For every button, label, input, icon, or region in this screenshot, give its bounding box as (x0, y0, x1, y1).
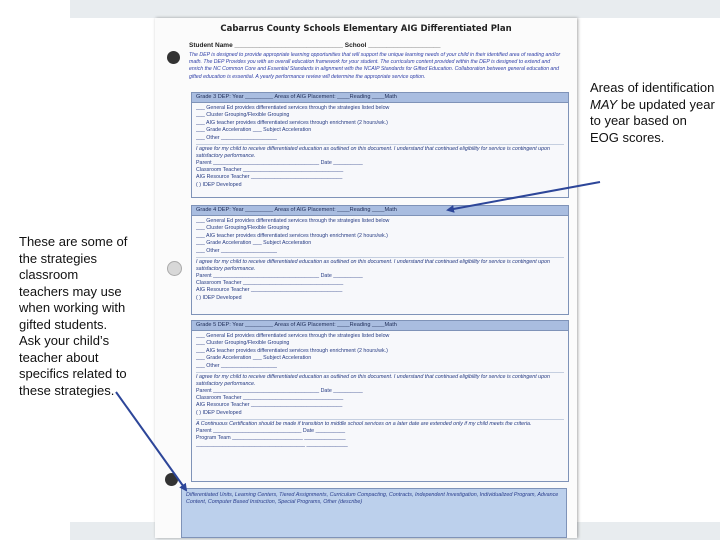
continuation-program-team: Program Team ________________________ ______________ (196, 435, 346, 442)
continuation-note: A Continuous Certification should be made if transition to middle school services on a later date are extended only if my child meets the criteria. (196, 419, 564, 428)
grade-5-header: Grade 5 DEP: Year _________ Areas of AIG Placement: ____Reading ____Math (192, 321, 568, 331)
left-annotation: These are some of the strategies classroom teachers may use when working with gifted students. Ask your child’s teacher about specifics related to these strategies. (19, 234, 128, 398)
intro-paragraph: The DEP is designed to provide appropriate learning opportunities that will support the unique learning needs of your child in their identified area of reading and/or math. The DEP Provides you with an overall education framework for your student. The curriculum content provided within the DEP is designed to extend and enrich the NC Common Core and Essential Standards in alignment with the NCAIP Standards for Gifted Education. Collaboration between general education and gifted education is essential. A yearly performance review will determine the appropriate service option. (189, 52, 561, 80)
arrow-to-placement-areas (448, 182, 600, 210)
right-annotation-prefix: Areas of identification (590, 80, 715, 95)
option-acceleration: ___ Grade Acceleration ___ Subject Acceleration (196, 355, 312, 362)
option-other: ___ Other ___________________ (196, 134, 277, 141)
option-acceleration: ___ Grade Acceleration ___ Subject Acceleration (196, 127, 312, 134)
idep-developed: ( ) IDEP Developed (196, 181, 242, 188)
signature-parent: Parent ____________________________________ Date __________ (196, 160, 363, 167)
signature-classroom-teacher: Classroom Teacher __________________________________ (196, 167, 344, 174)
signature-classroom-teacher: Classroom Teacher __________________________________ (196, 395, 344, 402)
option-other: ___ Other ___________________ (196, 247, 277, 254)
idep-developed: ( ) IDEP Developed (196, 409, 242, 416)
signature-parent: Parent ____________________________________ Date __________ (196, 273, 363, 280)
option-aig-teacher: ___ AIG teacher provides differentiated services through enrichment (2 hours/wk.) (196, 119, 388, 126)
option-cluster-grouping: ___ Cluster Grouping/Flexible Grouping (196, 340, 290, 347)
agreement-text: I agree for my child to receive differentiated education as outlined on this document. I understand that continued eligibility for service is contingent upon satisfactory performance. (196, 372, 564, 388)
option-aig-teacher: ___ AIG teacher provides differentiated services through enrichment (2 hours/wk.) (196, 232, 388, 239)
agreement-text: I agree for my child to receive differentiated education as outlined on this document. I understand that continued eligibility for service is contingent upon satisfactory performance. (196, 144, 564, 160)
arrow-to-strategies-box (116, 392, 186, 490)
agreement-text: I agree for my child to receive differentiated education as outlined on this document. I understand that continued eligibility for service is contingent upon satisfactory performance. (196, 257, 564, 273)
option-cluster-grouping: ___ Cluster Grouping/Flexible Grouping (196, 225, 290, 232)
right-annotation-emphasis: MAY (590, 96, 618, 112)
right-annotation-suffix: be updated year to year based on EOG scores. (590, 96, 715, 145)
idep-developed: ( ) IDEP Developed (196, 294, 242, 301)
option-general-ed: ___ General Ed provides differentiated services through the strategies listed below (196, 105, 390, 111)
signature-aig-teacher: AIG Resource Teacher _______________________________ (196, 402, 343, 409)
student-name-line: Student Name ______________________________ School ____________________ (189, 42, 441, 49)
signature-classroom-teacher: Classroom Teacher __________________________________ (196, 280, 344, 287)
option-other: ___ Other ___________________ (196, 362, 277, 369)
option-general-ed: ___ General Ed provides differentiated services through the strategies listed below (196, 333, 390, 339)
option-aig-teacher: ___ AIG teacher provides differentiated services through enrichment (2 hours/wk.) (196, 347, 388, 354)
option-acceleration: ___ Grade Acceleration ___ Subject Acceleration (196, 240, 312, 247)
signature-aig-teacher: AIG Resource Teacher _______________________________ (196, 287, 343, 294)
option-general-ed: ___ General Ed provides differentiated services through the strategies listed below (196, 218, 390, 224)
continuation-parent: Parent ______________________________ Date __________ (196, 427, 346, 434)
grade-3-header: Grade 3 DEP: Year _________ Areas of AIG Placement: ____Reading ____Math (192, 93, 568, 103)
signature-aig-teacher: AIG Resource Teacher _______________________________ (196, 174, 343, 181)
option-cluster-grouping: ___ Cluster Grouping/Flexible Grouping (196, 112, 290, 119)
document-title: Cabarrus County Schools Elementary AIG Differentiated Plan (220, 24, 512, 34)
strategies-footer-box: Differentiated Units, Learning Centers, Tiered Assignments, Curriculum Compacting, Contracts, Independent Investigation, Individualized Program, Advance Content, Computer Based Instruction, Special Programs, Other (describe) (181, 488, 567, 538)
grade-4-header: Grade 4 DEP: Year _________ Areas of AIG Placement: ____Reading ____Math (192, 206, 568, 216)
continuation-extra-line: _____________________________________ ______________ (196, 442, 348, 449)
signature-parent: Parent ____________________________________ Date __________ (196, 388, 363, 395)
